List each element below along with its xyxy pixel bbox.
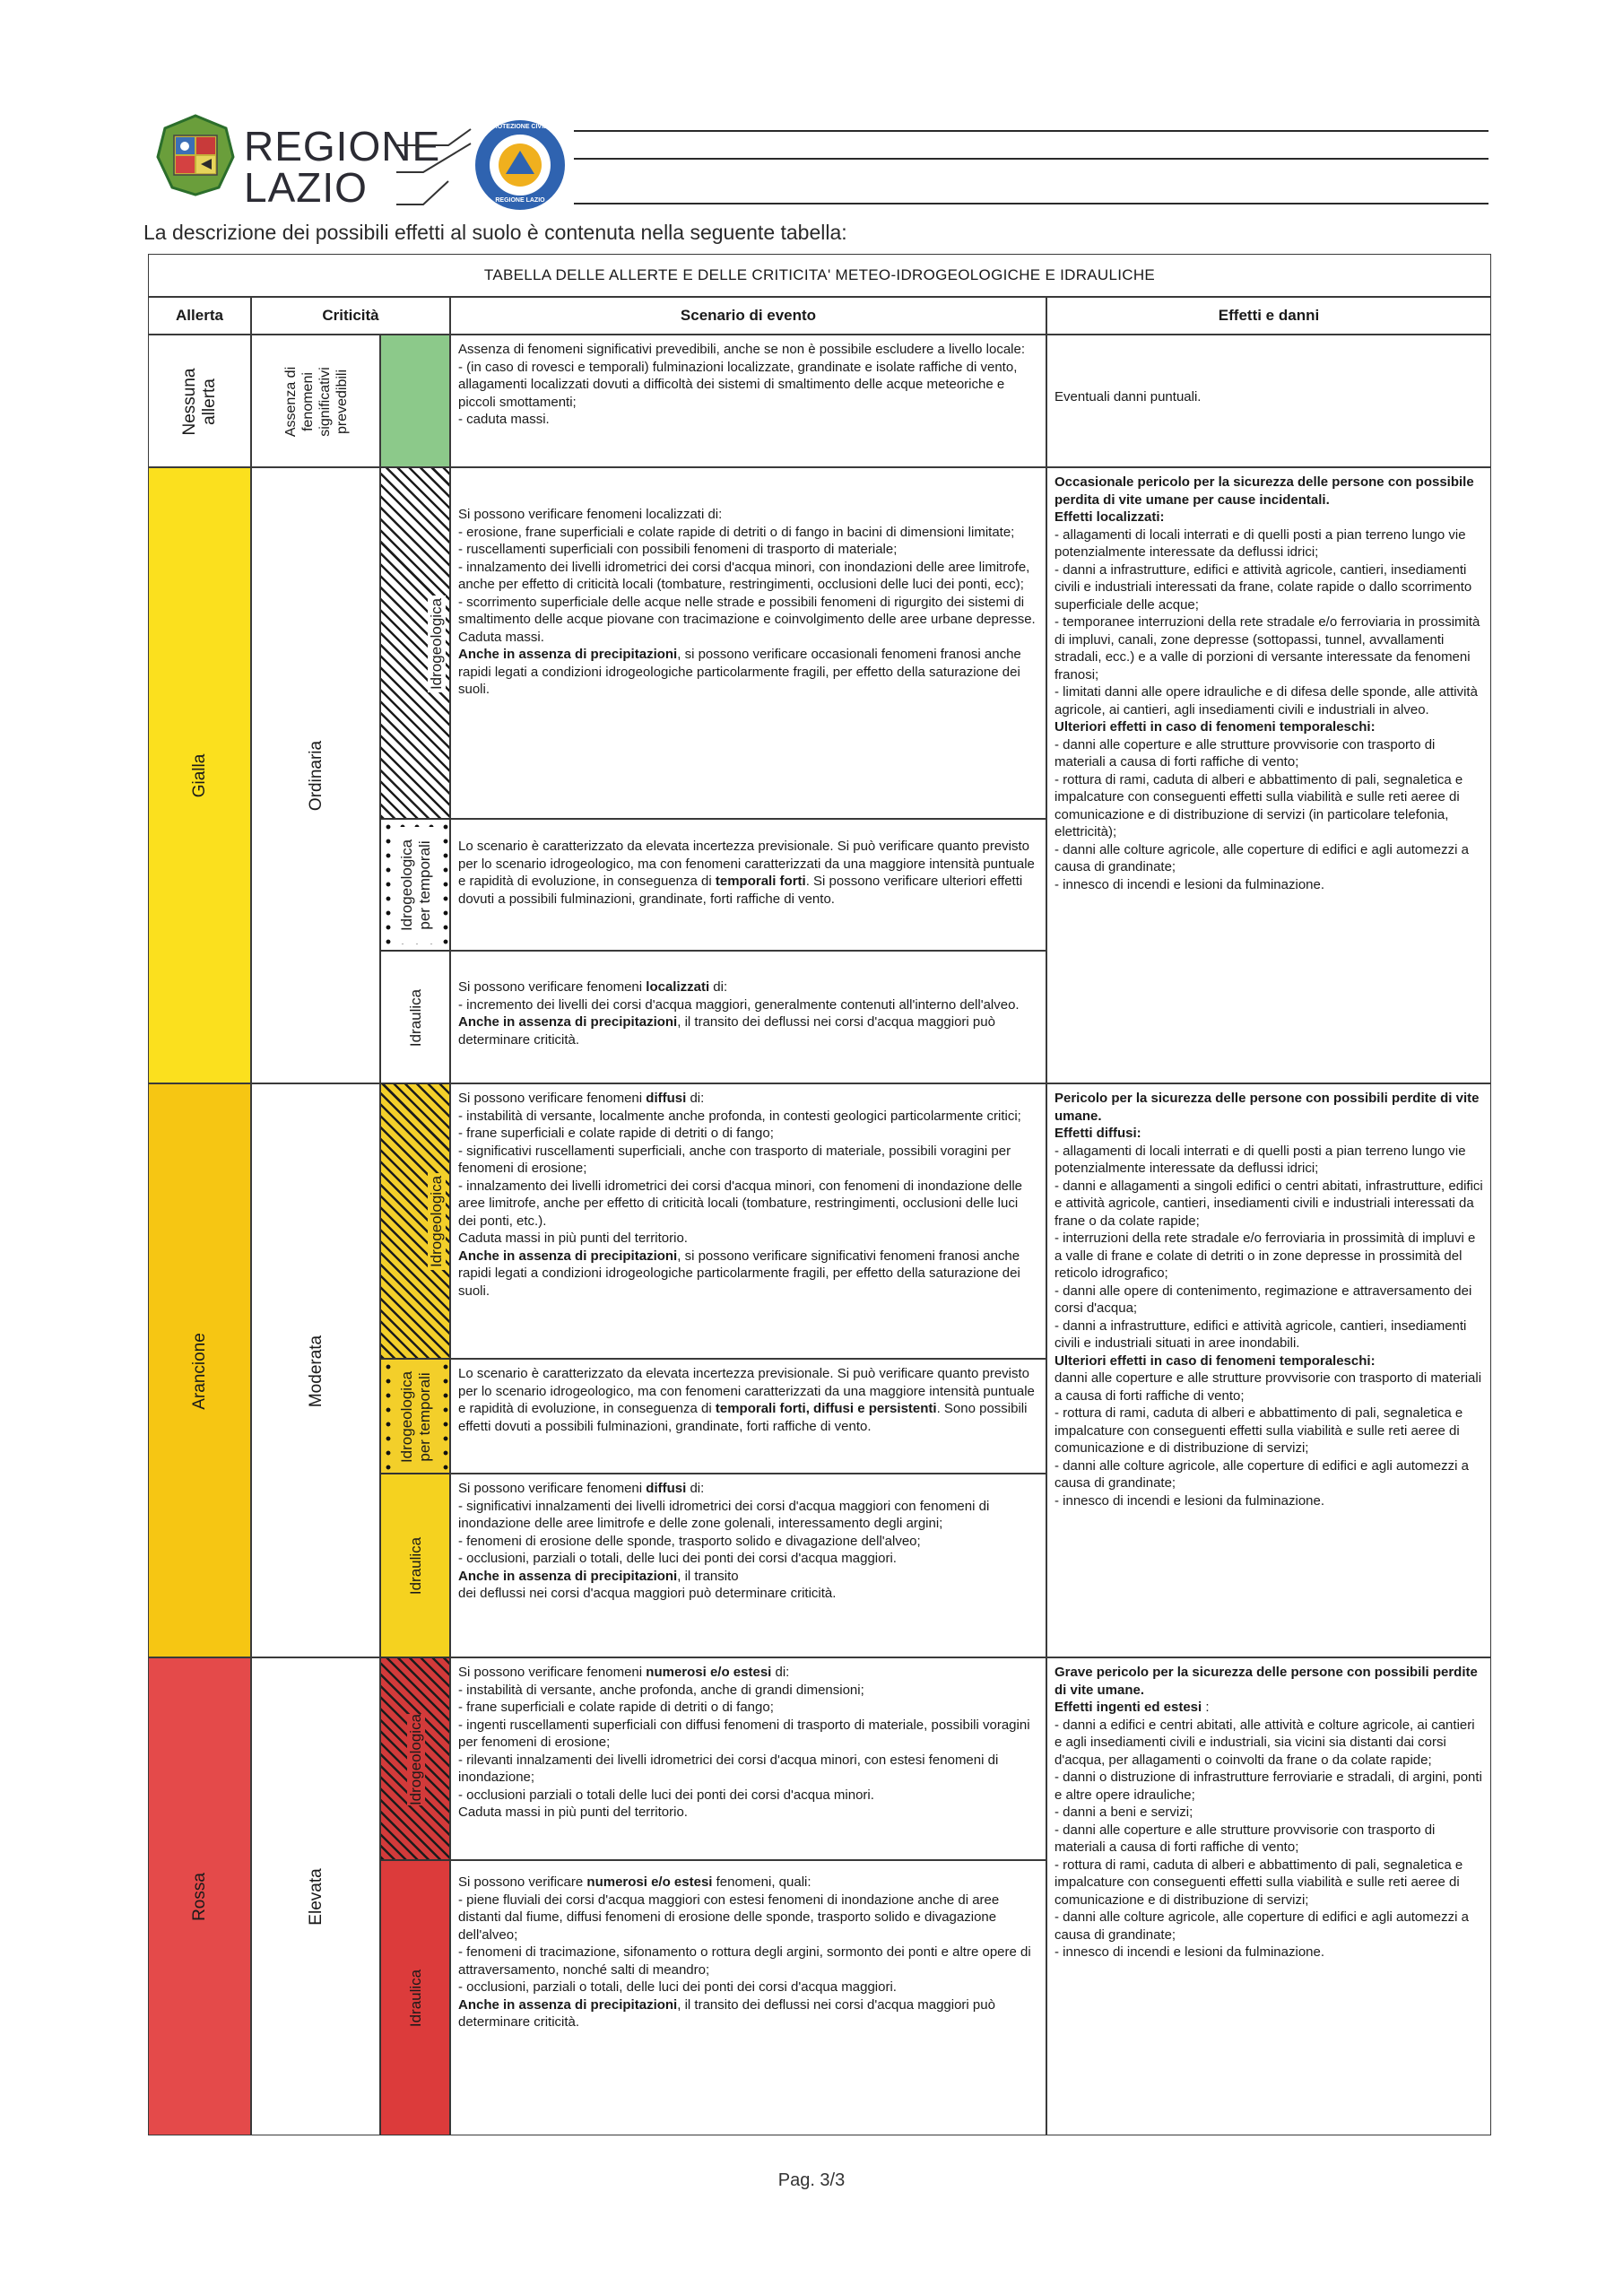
col-header-effetti: Effetti e danni [1046,297,1491,335]
effetti-line: - danni a infrastrutture, edifici e attività agricole, cantieri, insediamenti civili e industriali interessati da frane, colate rapide o dallo scorrimento superficiale delle acque; [1055,561,1472,613]
scenario-text: di: [686,1091,705,1106]
effetti-line: - danni a infrastrutture, edifici e attività agricole, cantieri, insediamenti civili e industriali situati in aree inondabili. [1055,1318,1467,1351]
header-rule-bottom [574,203,1488,204]
scenario-line [458,1664,1038,1682]
scenario-line: Caduta massi in più punti del territorio. [458,1805,688,1820]
criticita-elevata-label: Elevata [307,1868,325,1926]
scenario-line: - scorrimento superficiale delle acque nelle strade e possibili fenomeni di rigurgito dei sistemi di smaltimento delle acque piovane con tracimazione e coinvolgimento delle aree urbane depresse. [458,594,1036,627]
criticita-ordinaria-label: Ordinaria [307,740,325,812]
scenario-text: Si possono verificare fenomeni [458,1665,647,1680]
scenario-text: di: [709,979,728,995]
scenario-line: - fenomeni di erosione delle sponde, trasporto solido e divagazione dell'alveo; [458,1533,921,1549]
badge-bottom-text: REGIONE LAZIO [495,197,545,204]
scenario-line [458,1996,1038,2031]
scenario-line: - innalzamento dei livelli idrometrici dei corsi d'acqua minori, con inondazioni delle aree limitrofe, anche per effetto di criticità locali (tombature, restringimenti, occlusioni delle luci dei ponti, ecc); [458,559,1030,592]
allerta-arancione [148,1083,251,1657]
criticita-assenza-swatch [380,335,450,467]
scenario-bold: Anche in assenza di precipitazioni [458,1568,678,1584]
scenario-green [450,335,1046,467]
effetti-line: - danni alle colture agricole, alle coperture di edifici e agli automezzi a causa di grandinate; [1055,841,1469,874]
scenario-line: - occlusioni, parziali o totali, delle luci dei ponti dei corsi d'acqua maggiori. [458,1979,897,1995]
criticita-ordinaria [251,467,380,1083]
effetti-line: - danni alle opere di contenimento, regimazione e attraversamento dei corsi d'acqua; [1055,1283,1472,1316]
scenario-bold: temporali forti, diffusi e persistenti [715,1401,937,1416]
scenario-green-line: - caduta massi. [458,412,550,427]
effetti-line: - danni alle coperture e alle strutture provvisorie con trasporto di materiali a causa di forti raffiche di vento; [1055,736,1436,770]
effetti-line: - temporanee interruzioni della rete stradale e/o ferroviaria in prossimità di impluvi, canali, zone depresse (sottopassi, tunnel, avvallamenti stradali, ecc.) e a valle di porzioni di versante interessate da fenomeni franosi; [1055,614,1480,683]
scenario-text: Lo scenario è caratterizzato da elevata incertezza previsionale. Si può verificare quanto previsto per lo scenario idrogeologico, ma con fenomeni caratterizzati da una maggiore intensità puntuale e rapidità di evoluzione, in conseguenza di [458,1366,1035,1416]
scenario-line: Caduta massi. [458,629,544,645]
effetti-sub-text: Ulteriori effetti in caso di fenomeni temporaleschi: [1055,719,1376,735]
effetti-head [1055,1664,1483,1699]
effetti-sub-tail: : [1202,1700,1210,1715]
effetti-head-text: Pericolo per la sicurezza delle persone con possibili perdite di vite umane. [1055,1091,1480,1124]
scenario-gialla-idrogeologica [450,467,1046,819]
effetti-green-text: Eventuali danni puntuali. [1055,389,1202,404]
logo-regione-text: REGIONE [244,123,441,170]
scenario-arancione-idrogeologica [450,1083,1046,1359]
effetti-line: - danni e allagamenti a singoli edifici o centri abitati, infrastrutture, edifici e attività agricole, cantieri, insediamenti civili e industriali interessati da frane o da colate rapide; [1055,1178,1483,1229]
swatch-label: Idrogeologica per temporali [398,1362,434,1472]
effetti-line: - interruzioni della rete stradale e/o ferroviaria in prossimità di impluvi e a valle di frane e colate di detriti o in zone depresse in prossimità del reticolo idrografico; [1055,1231,1476,1281]
scenario-bold: Anche in assenza di precipitazioni [458,1996,678,2013]
effetti-line: - rottura di rami, caduta di alberi e abbattimento di pali, segnaletica e impalcature con conseguenti effetti sulla viabilità e sulle reti aeree di comunicazione e di distribuzione di servizi (in particolare telefonia, elettricità); [1055,771,1463,839]
scenario-rossa-idraulica [450,1860,1046,2135]
effetti-sub-text: Effetti localizzati: [1055,509,1165,525]
effetti-sub [1055,718,1483,736]
effetti-sub-text: Effetti ingenti ed estesi [1055,1700,1202,1715]
effetti-line: - danni a edifici e centri abitati, alle attività e colture agricole, ai cantieri e agli insediamenti civili e industriali, sia vicini sia distanti dai corsi d'acqua, per allagamenti o coinvolti da frane o da colate rapide; [1055,1717,1475,1768]
allerta-rossa [148,1657,251,2135]
effetti-line: - limitati danni alle opere idrauliche e di difesa delle sponde, alle attività agricole, ai cantieri, agli insediamenti civili e industriali in alveo. [1055,684,1478,718]
scenario-line [458,1480,1038,1498]
swatch-label: Idrogeologica per temporali [398,827,434,944]
alert-table [148,254,1491,2135]
effetti-line: danni alle coperture e alle strutture provvisorie con trasporto di materiali a causa di forti raffiche di vento; [1055,1370,1482,1404]
scenario-tail: , si possono verificare significativi fenomeni franosi anche rapidi legati a condizioni idrogeologiche particolarmente fragili, per effetto della saturazione dei suoli. [458,1248,1020,1299]
swatch-rossa-idraulica [380,1860,450,2135]
effetti-line: - danni alle colture agricole, alle coperture di edifici e agli automezzi a causa di grandinate; [1055,1457,1469,1491]
effetti-line: - allagamenti di locali interrati e di quelli posti a pian terreno lungo vie potenzialmente interessate da deflussi idrici; [1055,1143,1466,1176]
swatch-rossa-idrogeologica [380,1657,450,1860]
scenario-line: - frane superficiali e colate rapide di detriti o di fango; [458,1700,774,1715]
swatch-gialla-idraulica [380,951,450,1083]
effetti-rossa [1046,1657,1491,2135]
col-header-criticita: Criticità [251,297,450,335]
criticita-elevata [251,1657,380,2135]
logo-lazio-text: LAZIO [244,164,368,211]
effetti-line: - rottura di rami, caduta di alberi e abbattimento di pali, segnaletica e impalcature con conseguenti effetti sulla viabilità e sulle reti aeree di comunicazione e di distribuzione di servizi; [1055,1857,1463,1908]
scenario-bold: diffusi [646,1091,687,1106]
swatch-label: Idraulica [407,1969,424,2028]
effetti-line: - danni o distruzione di infrastrutture ferroviarie e stradali, di argini, ponti e altre opere idrauliche; [1055,1770,1482,1803]
effetti-head-text: Grave pericolo per la sicurezza delle persone con possibili perdite di vite umane. [1055,1665,1478,1698]
criticita-moderata [251,1083,380,1657]
scenario-line: - instabilità di versante, localmente anche profonda, in contesti geologici particolarmente critici; [458,1108,1021,1124]
allerta-gialla-label: Gialla [190,753,209,798]
scenario-line: - occlusioni parziali o totali delle luci dei ponti dei corsi d'acqua minori. [458,1787,874,1803]
criticita-assenza [251,335,380,467]
scenario-line: - rilevanti innalzamenti dei livelli idrometrici dei corsi d'acqua minori, con estesi fenomeni di inondazione; [458,1752,999,1785]
scenario-text: di: [686,1481,705,1496]
effetti-head [1055,474,1483,509]
scenario-line [458,996,1038,1049]
effetti-line: - danni a beni e servizi; [1055,1805,1193,1820]
allerta-nessuna [148,335,251,467]
effetti-line: - innesco di incendi e lesioni da fulminazione. [1055,1492,1325,1509]
scenario-bold: numerosi e/o estesi [646,1665,772,1680]
scenario-green-line: Assenza di fenomeni significativi prevedibili, anche se non è possibile escludere a livello locale: [458,342,1026,357]
scenario-text: Si possono verificare fenomeni [458,1091,647,1106]
scenario-line [458,1248,1038,1300]
effetti-gialla [1046,467,1491,1083]
swatch-gialla-temporali [380,819,450,951]
allerta-gialla [148,467,251,1083]
scenario-bold: Anche in assenza di precipitazioni [458,647,678,662]
badge-top-text: PROTEZIONE CIVILE [488,124,551,130]
scenario-bold: numerosi e/o estesi [586,1874,713,1890]
logo-chevron-lines [395,126,484,206]
effetti-sub-text: Effetti diffusi: [1055,1126,1141,1141]
scenario-line: - piene fluviali dei corsi d'acqua maggiori con estesi fenomeni di inondazione anche di aree distanti dal fiume, diffusi fenomeni di erosione delle sponde, trasporto solido e divagazione dell'alveo; [458,1892,1000,1943]
effetti-arancione [1046,1083,1491,1657]
effetti-head-text: Occasionale pericolo per la sicurezza delle persone con possibile perdita di vite umane per cause incidentali. [1055,474,1474,508]
effetti-line: - danni alle colture agricole, alle coperture di edifici e agli automezzi a causa di grandinate; [1055,1909,1469,1943]
scenario-text: , il transito dei deflussi nei corsi d'acqua maggiori può determinare criticità. [458,1014,995,1048]
effetti-head [1055,1090,1483,1125]
effetti-line: - allagamenti di locali interrati e di quelli posti a pian terreno lungo vie potenzialmente interessate da deflussi idrici; [1055,526,1466,560]
scenario-line: - ingenti ruscellamenti superficiali con diffusi fenomeni di trasporto di materiale, possibili voragini per fenomeni di erosione; [458,1717,1030,1750]
table-title: TABELLA DELLE ALLERTE E DELLE CRITICITA' METEO-IDROGEOLOGICHE E IDRAULICHE [148,254,1491,297]
swatch-gialla-idrogeologica [380,467,450,819]
scenario-text: di: [771,1665,790,1680]
effetti-line: - rottura di rami, caduta di alberi e abbattimento di pali, segnaletica e impalcature con conseguenti effetti sulla viabilità e sulle reti aeree di comunicazione e di distribuzione di servizi; [1055,1405,1463,1456]
scenario-line: - frane superficiali e colate rapide di detriti o di fango; [458,1126,774,1141]
effetti-line: - danni alle coperture e alle strutture provvisorie con trasporto di materiali a causa di forti raffiche di vento; [1055,1822,1436,1855]
swatch-label: Idrogeologica [428,596,446,692]
effetti-green [1046,335,1491,467]
swatch-label: Idraulica [407,1536,424,1596]
scenario-line [458,978,1038,996]
header-rule-top [574,130,1488,132]
effetti-line: - innesco di incendi e lesioni da fulminazione. [1055,876,1325,892]
scenario-gialla-idraulica [450,951,1046,1083]
scenario-line: - significativi ruscellamenti superficiali, anche con trasporto di materiale, possibili voragini per fenomeni di erosione; [458,1143,1011,1176]
scenario-text: . Si possono verificare ulteriori effetti dovuti a possibili fulminazioni, grandinate, forti raffiche di vento. [458,874,1023,907]
scenario-line [458,1365,1038,1435]
scenario-bold: Anche in assenza di precipitazioni [458,1014,678,1030]
intro-sentence: La descrizione dei possibili effetti al suolo è contenuta nella seguente tabella: [143,221,847,244]
scenario-tail: , il transito [677,1568,739,1584]
scenario-text: Si possono verificare fenomeni [458,979,647,995]
swatch-label: Idrogeologica [407,1713,424,1806]
scenario-line: dei deflussi nei corsi d'acqua maggiori può determinare criticità. [458,1586,837,1601]
scenario-line: - occlusioni, parziali o totali, delle luci dei ponti dei corsi d'acqua maggiori. [458,1551,897,1566]
scenario-line: Si possono verificare fenomeni localizzati di: [458,507,723,522]
scenario-text: Si possono verificare fenomeni [458,1481,647,1496]
scenario-line [458,1874,1038,1892]
criticita-assenza-label: Assenza di fenomeni significativi prevedibili [283,366,350,438]
scenario-bold: Anche in assenza di precipitazioni [458,1248,678,1264]
scenario-line [458,1090,1038,1108]
header-rule-mid [574,158,1488,160]
scenario-gialla-temporali [450,819,1046,951]
scenario-tail: , si possono verificare occasionali fenomeni franosi anche rapidi legati a condizioni idrogeologiche particolarmente fragili, per effetto della saturazione dei suoli. [458,647,1021,697]
scenario-line: - fenomeni di tracimazione, sifonamento o rottura degli argini, sormonto dei ponti e altre opere di attraversamento, nonché salti di meandro; [458,1944,1031,1978]
scenario-rossa-idrogeologica [450,1657,1046,1860]
protezione-civile-badge [473,118,567,212]
scenario-line: Caduta massi in più punti del territorio. [458,1231,688,1246]
scenario-text: Lo scenario è caratterizzato da elevata incertezza previsionale. Si può verificare quanto previsto per lo scenario idrogeologico, ma con fenomeni caratterizzati da una maggiore intensità puntuale e rapidità di evoluzione, in conseguenza di [458,839,1035,889]
swatch-arancione-idraulica [380,1474,450,1657]
scenario-line: - instabilità di versante, anche profonda, anche di grandi dimensioni; [458,1682,864,1698]
effetti-sub [1055,1352,1483,1370]
swatch-arancione-idrogeologica [380,1083,450,1359]
scenario-text: - incremento dei livelli dei corsi d'acqua maggiori, generalmente contenuti all'interno dell'alveo. [458,996,1020,1013]
effetti-sub [1055,1699,1483,1717]
effetti-sub [1055,509,1483,526]
scenario-arancione-idraulica [450,1474,1046,1657]
criticita-moderata-label: Moderata [307,1335,325,1408]
allerta-nessuna-label: Nessuna allerta [180,368,219,436]
swatch-label: Idraulica [407,988,424,1048]
scenario-line [458,646,1038,699]
scenario-arancione-temporali [450,1359,1046,1474]
scenario-line: - innalzamento dei livelli idrometrici dei corsi d'acqua minori, con fenomeni di inondazione delle aree limitrofe, anche per effetto di criticità locali (tombature, restringimenti, occlusioni delle luci dei ponti, etc.). [458,1178,1023,1229]
col-header-scenario: Scenario di evento [450,297,1046,335]
scenario-line: - erosione, frane superficiali e colate rapide di detriti o di fango in bacini di dimensioni limitate; [458,524,1015,540]
scenario-text: . Sono possibili effetti dovuti a possibili fulminazioni, grandinate, forti raffiche di vento. [458,1401,1028,1434]
scenario-line [458,1568,1038,1586]
col-header-allerta: Allerta [148,297,251,335]
scenario-line [458,838,1038,908]
allerta-rossa-label: Rossa [190,1873,209,1921]
scenario-bold: diffusi [646,1481,687,1496]
scenario-tail: , il transito dei deflussi nei corsi d'acqua maggiori può determinare criticità. [458,1996,995,2030]
scenario-line: - significativi innalzamenti dei livelli idrometrici dei corsi d'acqua maggiori con fenomeni di inondazione delle aree limitrofe e delle zone golenali, interessamento degli argini; [458,1498,990,1531]
effetti-sub [1055,1125,1483,1143]
page-number: Pag. 3/3 [777,2170,846,2190]
scenario-bold: localizzati [646,979,710,995]
scenario-text: fenomeni, quali: [712,1874,812,1890]
swatch-label: Idrogeologica [428,1173,446,1270]
effetti-sub-text: Ulteriori effetti in caso di fenomeni temporaleschi: [1055,1352,1376,1369]
logo-emblem [154,112,237,198]
scenario-bold: temporali forti [715,874,806,889]
scenario-green-line: - (in caso di rovesci e temporali) fulminazioni localizzate, grandinate e isolate raffiche di vento, allagamenti localizzati dovuti a difficoltà dei sistemi di smaltimento delle acque meteoriche e piccoli smottamenti; [458,359,1018,410]
scenario-line: - ruscellamenti superficiali con possibili fenomeni di trasporto di materiale; [458,542,898,557]
allerta-arancione-label: Arancione [190,1333,209,1410]
swatch-arancione-temporali [380,1359,450,1474]
effetti-line: - innesco di incendi e lesioni da fulminazione. [1055,1944,1325,1960]
scenario-text: Si possono verificare [458,1874,587,1890]
